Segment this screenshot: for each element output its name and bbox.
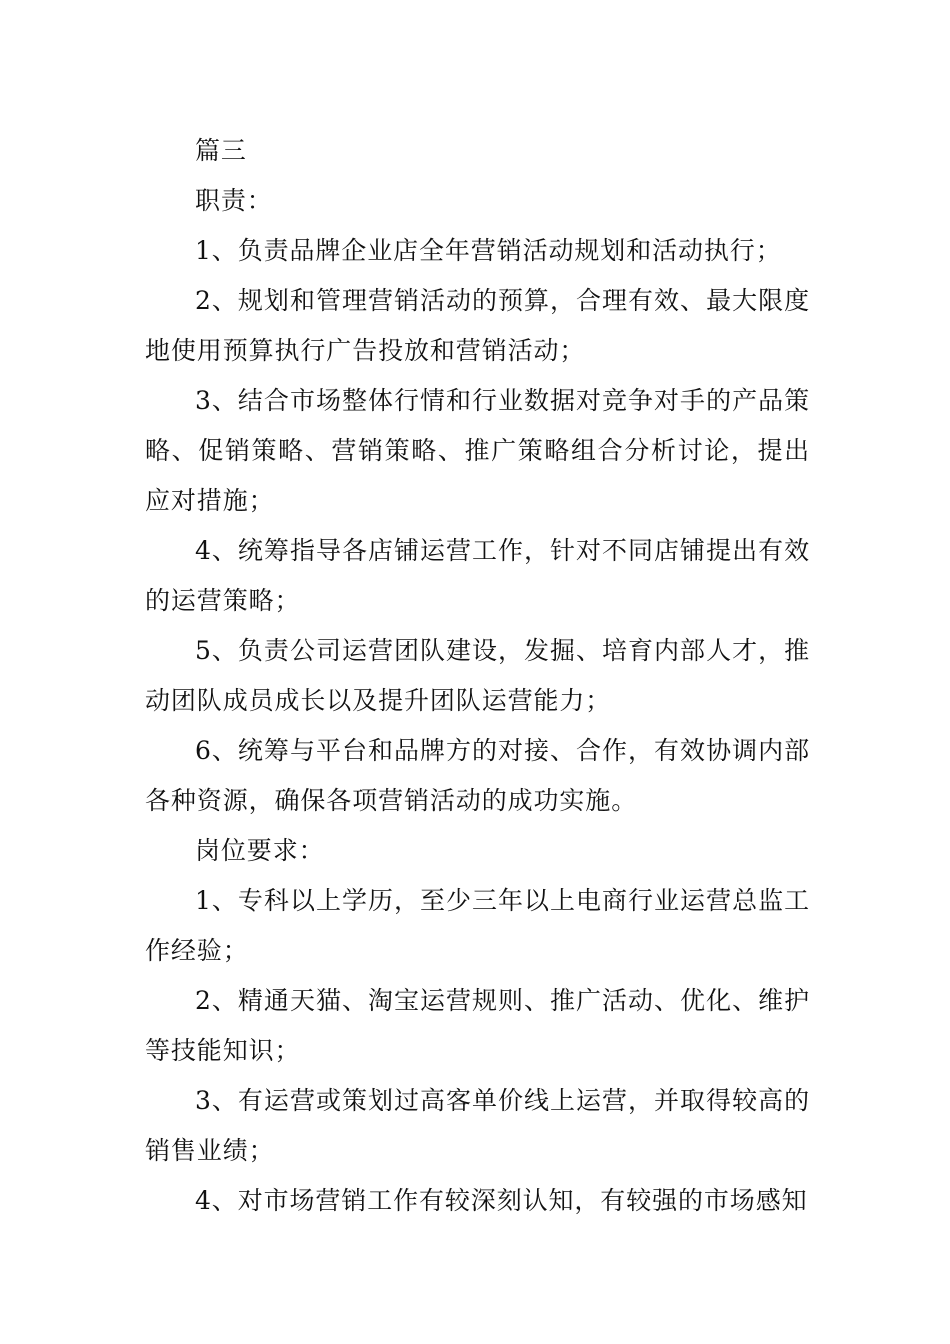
- requirement-item-1: 1、专科以上学历，至少三年以上电商行业运营总监工作经验；: [145, 886, 810, 965]
- section-title: 篇三: [195, 136, 247, 165]
- duty-item-3: 3、结合市场整体行情和行业数据对竞争对手的产品策略、促销策略、营销策略、推广策略组合分析讨论，提出应对措施；: [145, 386, 810, 515]
- duty-item-1: 1、负责品牌企业店全年营销活动规划和活动执行；: [195, 236, 782, 265]
- duty-item-5: 5、负责公司运营团队建设，发掘、培育内部人才，推动团队成员成长以及提升团队运营能力；: [145, 636, 810, 715]
- document-body: [145, 126, 810, 1226]
- duty-item-6: 6、统筹与平台和品牌方的对接、合作，有效协调内部各种资源，确保各项营销活动的成功实施。: [145, 736, 810, 815]
- duty-item-4: 4、统筹指导各店铺运营工作，针对不同店铺提出有效的运营策略；: [145, 536, 810, 615]
- duty-item-2: 2、规划和管理营销活动的预算，合理有效、最大限度地使用预算执行广告投放和营销活动；: [145, 286, 810, 365]
- requirement-item-4: 4、对市场营销工作有较深刻认知，有较强的市场感知: [195, 1186, 808, 1215]
- requirement-item-2: 2、精通天猫、淘宝运营规则、推广活动、优化、维护等技能知识；: [145, 986, 810, 1065]
- requirements-heading: 岗位要求：: [195, 836, 325, 865]
- requirement-item-3: 3、有运营或策划过高客单价线上运营，并取得较高的销售业绩；: [145, 1086, 810, 1165]
- duties-heading: 职责：: [195, 186, 273, 215]
